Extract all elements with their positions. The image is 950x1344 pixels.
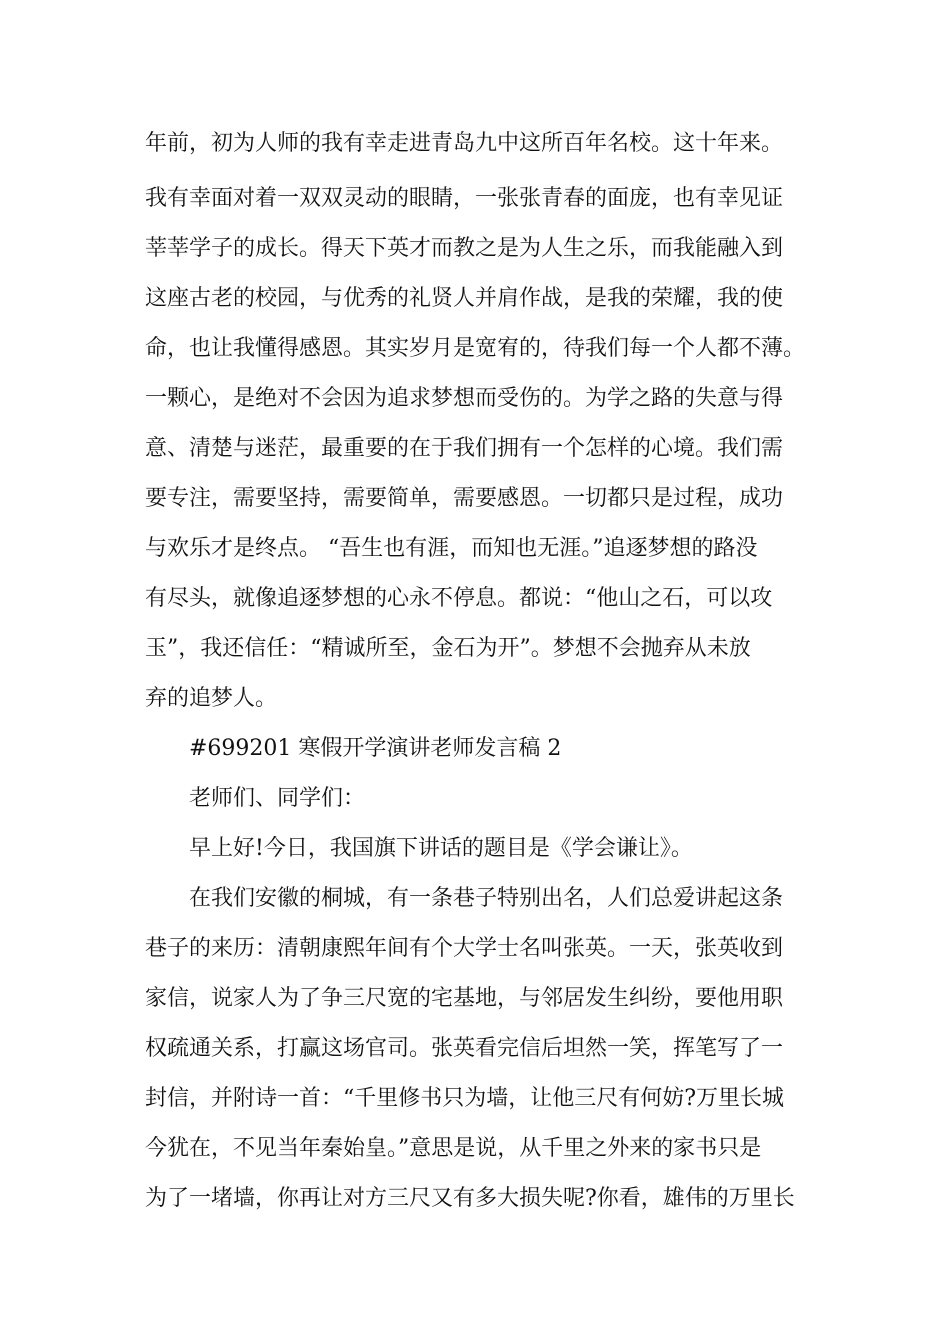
text-line: 一颗心，是绝对不会因为追求梦想而受伤的。为学之路的失意与得: [145, 386, 784, 411]
salutation: 老师们、同学们：: [189, 786, 366, 811]
text-line: 玉”，我还信任：“精诚所至，金石为开”。梦想不会抛弃从未放: [145, 636, 751, 661]
text-line: 巷子的来历：清朝康熙年间有个大学士名叫张英。一天，张英收到: [145, 936, 784, 961]
text-line: 莘莘学子的成长。得天下英才而教之是为人生之乐，而我能融入到: [145, 236, 784, 261]
text-line: 我有幸面对着一双双灵动的眼睛，一张张青春的面庞，也有幸见证: [145, 186, 784, 211]
text-line: 今犹在，不见当年秦始皇。”意思是说，从千里之外来的家书只是: [145, 1136, 762, 1161]
text-line: 在我们安徽的桐城，有一条巷子特别出名，人们总爱讲起这条: [189, 886, 784, 911]
section-heading: #699201 寒假开学演讲老师发言稿 2: [189, 736, 562, 761]
text-line: 弃的追梦人。: [145, 686, 278, 711]
text-line: 要专注，需要坚持，需要简单，需要感恩。一切都只是过程，成功: [145, 486, 784, 511]
text-line: 封信，并附诗一首：“千里修书只为墙，让他三尺有何妨?万里长城: [145, 1086, 785, 1111]
text-line: 权疏通关系，打赢这场官司。张英看完信后坦然一笑，挥笔写了一: [145, 1036, 784, 1061]
text-line: 年前，初为人师的我有幸走进青岛九中这所百年名校。这十年来。: [145, 131, 784, 156]
text-line: 与欢乐才是终点。 “吾生也有涯，而知也无涯。”追逐梦想的路没: [145, 536, 758, 561]
text-line: 有尽头，就像追逐梦想的心永不停息。都说：“他山之石，可以攻: [145, 586, 773, 611]
text-line: 命，也让我懂得感恩。其实岁月是宽宥的，待我们每一个人都不薄。: [145, 336, 806, 361]
text-line: 意、清楚与迷茫，最重要的在于我们拥有一个怎样的心境。我们需: [145, 436, 784, 461]
text-line: 这座古老的校园，与优秀的礼贤人并肩作战，是我的荣耀，我的使: [145, 286, 784, 311]
text-line: 早上好!今日，我国旗下讲话的题目是《学会谦让》。: [189, 836, 693, 861]
text-line: 为了一堵墙，你再让对方三尺又有多大损失呢?你看，雄伟的万里长: [145, 1186, 795, 1211]
text-line: 家信，说家人为了争三尺宽的宅基地，与邻居发生纠纷，要他用职: [145, 986, 784, 1011]
